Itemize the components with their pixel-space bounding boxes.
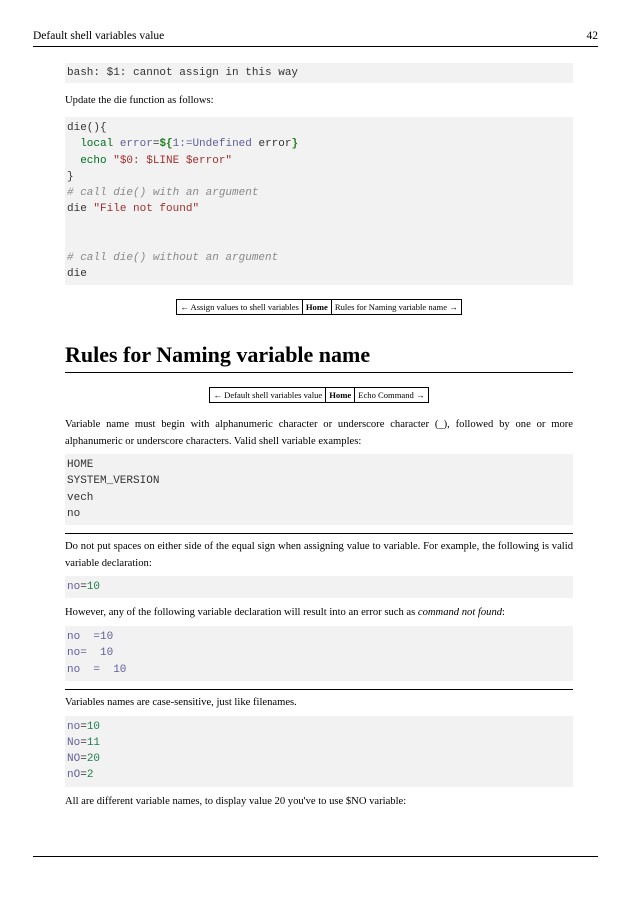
code-number: 20 bbox=[86, 753, 101, 766]
paragraph-errors-text: However, any of the following variable declaration will result into an error such as bbox=[65, 607, 418, 619]
nav-prev-link[interactable]: ← Default shell variables value bbox=[210, 388, 326, 403]
valid-assign-code bbox=[65, 576, 573, 598]
divider bbox=[65, 689, 573, 690]
code-command: die bbox=[67, 268, 87, 281]
code-var: No bbox=[67, 737, 81, 750]
code-line: vech bbox=[67, 491, 94, 504]
page-content bbox=[65, 63, 573, 810]
emphasis-command-not-found: command not found bbox=[417, 607, 503, 619]
error-code-block bbox=[65, 63, 573, 83]
code-keyword-echo: echo bbox=[80, 154, 107, 167]
code-line: SYSTEM_VERSION bbox=[67, 475, 160, 488]
navigation-bar-section bbox=[209, 387, 428, 403]
intro-text: Update the die function as follows: bbox=[65, 95, 214, 107]
paragraph-errors bbox=[65, 604, 573, 621]
paragraph-no-spaces: Do not put spaces on either side of the equal sign when assigning value to variable. For example, the following is valid variable declaration: bbox=[65, 541, 573, 570]
divider bbox=[65, 533, 573, 534]
bad-assign-code bbox=[65, 626, 573, 681]
code-line: no bbox=[67, 507, 81, 520]
code-var: no bbox=[67, 720, 81, 733]
nav-next-link[interactable]: Echo Command → bbox=[358, 390, 425, 401]
section-title: Rules for Naming variable name bbox=[65, 342, 573, 373]
code-brace-close: } bbox=[291, 138, 299, 151]
running-header bbox=[33, 30, 598, 47]
code-number: 10 bbox=[86, 581, 101, 594]
nav-home-link[interactable]: Home bbox=[326, 388, 355, 403]
code-number: 2 bbox=[86, 769, 94, 782]
code-line: } bbox=[67, 170, 74, 183]
paragraph-naming-rules: Variable name must begin with alphanumeric character or underscore character (_), followed by one or more alphanumeric or underscore characters. Valid shell variable examples: bbox=[65, 419, 573, 448]
code-comment: # call die() with an argument bbox=[67, 187, 259, 200]
case-vars-code: no=10 No=11 NO=20 nO=2 bbox=[65, 716, 573, 787]
code-command: die bbox=[67, 203, 87, 216]
code-var: NO bbox=[67, 753, 81, 766]
code-string: "File not found" bbox=[93, 203, 200, 216]
code-op: = bbox=[152, 138, 160, 151]
code-number: 10 bbox=[86, 720, 101, 733]
code-line: no = 10 bbox=[67, 663, 127, 676]
paragraph-case-sensitive: Variables names are case-sensitive, just like filenames. bbox=[65, 696, 297, 708]
code-string: "$0: $LINE $error" bbox=[113, 154, 233, 167]
code-line: no= 10 bbox=[67, 647, 114, 660]
code-var: no bbox=[67, 581, 81, 594]
code-op: = bbox=[80, 581, 87, 594]
code-text: error bbox=[251, 138, 292, 151]
error-code-line: bash: $1: cannot assign in this way bbox=[67, 67, 299, 79]
code-var: nO bbox=[67, 769, 81, 782]
code-number: 11 bbox=[86, 737, 101, 750]
code-comment: # call die() without an argument bbox=[67, 251, 279, 264]
code-line: HOME bbox=[67, 459, 94, 472]
code-line: die(){ bbox=[67, 122, 107, 135]
code-var: error bbox=[119, 138, 153, 151]
paragraph-errors-end: : bbox=[502, 607, 505, 619]
navigation-bar-top bbox=[176, 299, 462, 315]
code-keyword: local bbox=[80, 138, 114, 151]
code-line: no =10 bbox=[67, 631, 114, 644]
valid-vars-code bbox=[65, 454, 573, 525]
die-function-code bbox=[65, 117, 573, 285]
paragraph-display-value: All are different variable names, to display value 20 you've to use $NO variable: bbox=[65, 795, 407, 807]
code-brace: ${ bbox=[159, 138, 173, 151]
page-number: 42 bbox=[586, 30, 598, 42]
code-param: 1:=Undefined bbox=[172, 138, 252, 151]
footer-rule bbox=[33, 856, 598, 857]
header-title: Default shell variables value bbox=[33, 30, 165, 42]
nav-prev-link[interactable]: ← Assign values to shell variables bbox=[177, 300, 303, 315]
nav-next-link[interactable]: Rules for Naming variable name → bbox=[334, 302, 458, 313]
nav-home-link[interactable]: Home bbox=[302, 300, 331, 315]
